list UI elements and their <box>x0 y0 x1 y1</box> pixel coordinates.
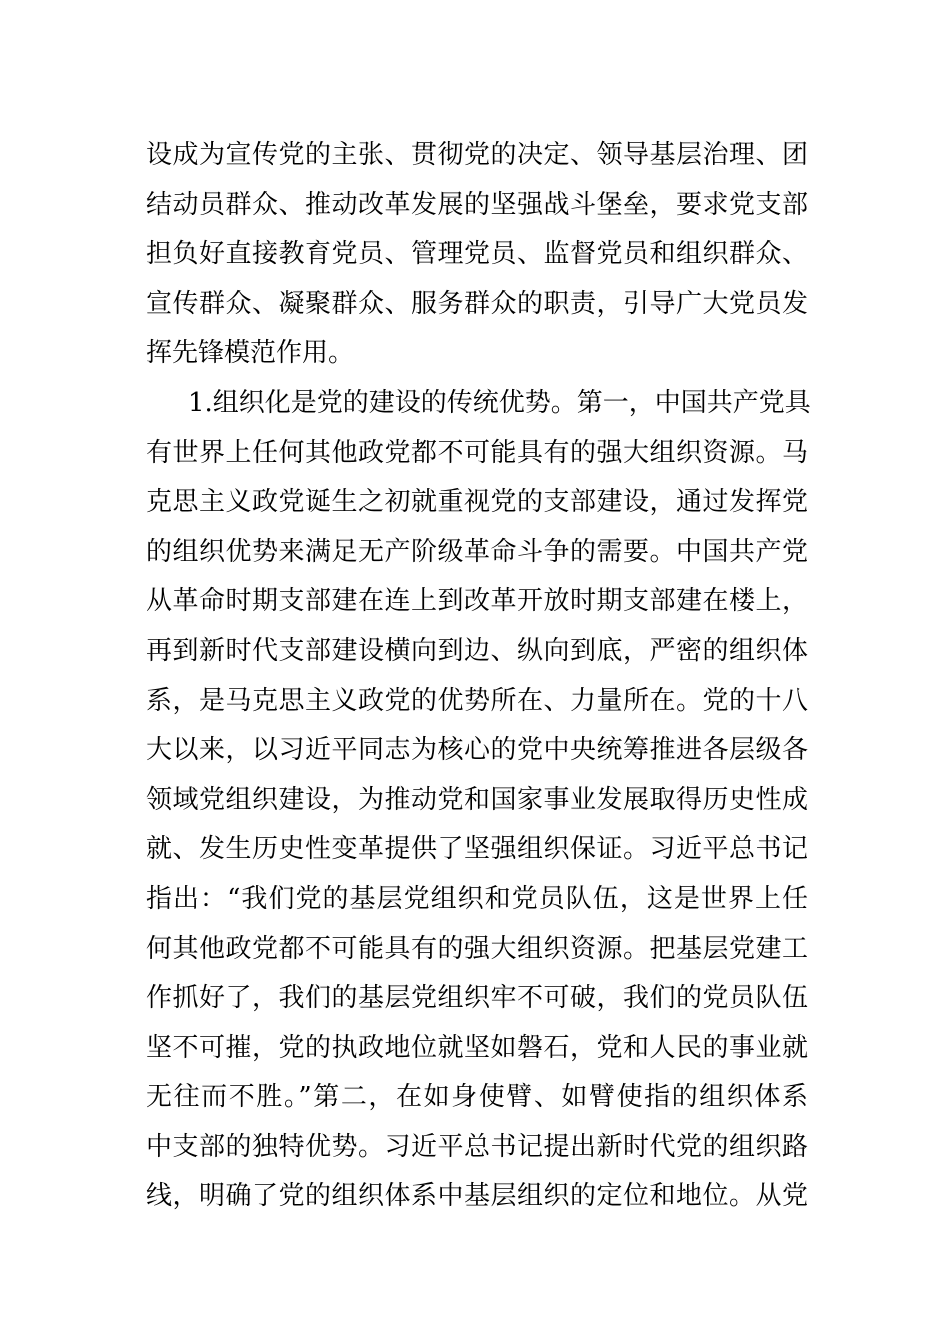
text-line: 坚不可摧，党的执政地位就坚如磐石，党和人民的事业就 <box>146 1032 808 1063</box>
text-line: 系，是马克思主义政党的优势所在、力量所在。党的十八 <box>146 685 808 716</box>
text-line: 的组织优势来满足无产阶级革命斗争的需要。中国共产党 <box>146 536 808 567</box>
text-line: 担负好直接教育党员、管理党员、监督党员和组织群众、 <box>146 239 808 270</box>
text-line: 何其他政党都不可能具有的强大组织资源。把基层党建工 <box>146 933 808 964</box>
text-line: 从革命时期支部建在连上到改革开放时期支部建在楼上， <box>146 586 808 617</box>
text-line: 线，明确了党的组织体系中基层组织的定位和地位。从党 <box>146 1181 808 1212</box>
text-line: 克思主义政党诞生之初就重视党的支部建设，通过发挥党 <box>146 487 808 518</box>
text-line: 设成为宣传党的主张、贯彻党的决定、领导基层治理、团 <box>146 140 808 170</box>
text-line: 中支部的独特优势。习近平总书记提出新时代党的组织路 <box>146 1131 808 1162</box>
text-line: 无往而不胜。”第二，在如身使臂、如臂使指的组织体系 <box>146 1082 808 1113</box>
body-text <box>146 131 811 1222</box>
text-line: 结动员群众、推动改革发展的坚强战斗堡垒，要求党支部 <box>146 189 808 220</box>
text-line: 指出：“我们党的基层党组织和党员队伍，这是世界上任 <box>146 883 808 914</box>
text-line: 挥先锋模范作用。 <box>146 338 355 369</box>
text-line: 就、发生历史性变革提供了坚强组织保证。习近平总书记 <box>146 834 808 865</box>
text-line: 大以来，以习近平同志为核心的党中央统筹推进各层级各 <box>146 735 808 766</box>
text-line: 再到新时代支部建设横向到边、纵向到底，严密的组织体 <box>146 635 808 666</box>
text-line: 有世界上任何其他政党都不可能具有的强大组织资源。马 <box>146 437 808 468</box>
text-line: 作抓好了，我们的基层党组织牢不可破，我们的党员队伍 <box>146 983 808 1014</box>
text-line: 宣传群众、凝聚群众、服务群众的职责，引导广大党员发 <box>146 288 808 319</box>
text-line: 领域党组织建设，为推动党和国家事业发展取得历史性成 <box>146 784 808 815</box>
text-line: 1.组织化是党的建设的传统优势。第一，中国共产党具 <box>188 387 811 418</box>
